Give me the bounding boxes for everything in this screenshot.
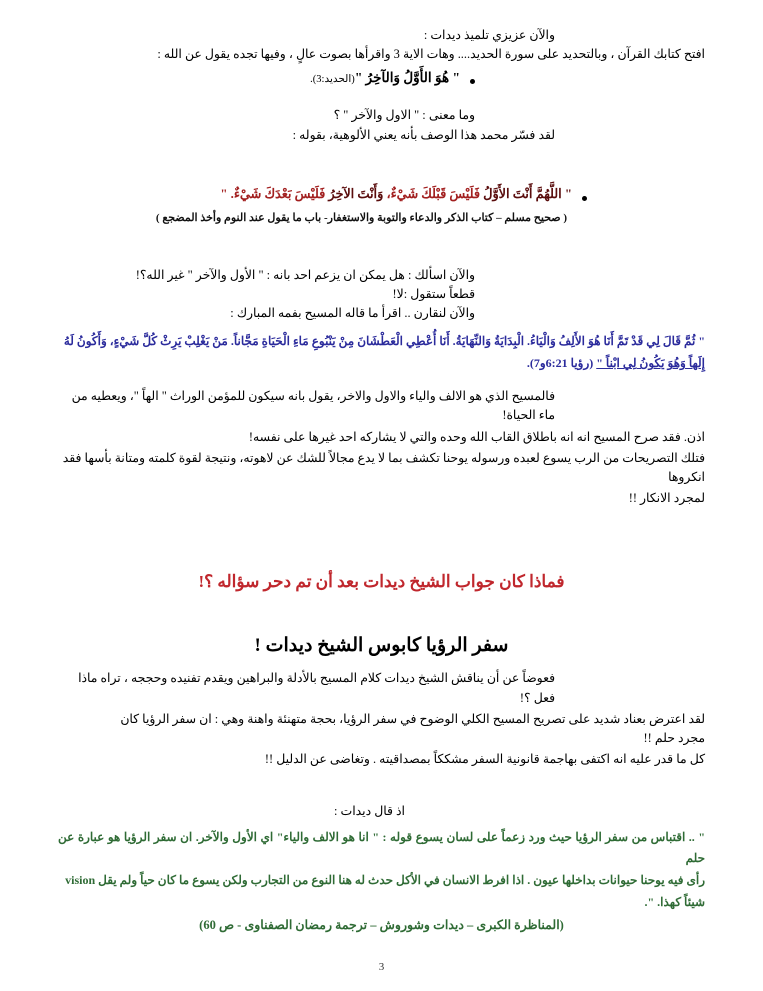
hadith-item [58, 187, 587, 202]
explanation-line-4: لمجرد الانكار !! [628, 491, 705, 506]
bullet-dot-icon [582, 196, 587, 201]
explanation-line-2: اذن. فقد صرح المسيح انه انه باطلاق القاب الله وحده والتي لا يشاركه احد غيرها على نفسه! [248, 429, 705, 444]
bullet-dot-icon [470, 79, 475, 84]
intro-instruction: افتح كتابك القرآن ، وبالتحديد على سورة الحديد.... وهات الاية 3 واقرأها بصوت عالٍ ، وفيها تجده يقول عن الله : [157, 47, 705, 62]
response-paragraph [58, 669, 705, 769]
meaning-question: وما معنى : " الاول والآخر " ؟ [333, 108, 475, 123]
deedat-quote-line-2: رأى فيه يوحنا حيوانات بداخلها عيون . اذا افرط الانسان في الأكل حدث له هنا النوع من التجارب ولكن يسوع ما كان حياً ولم يقل [98, 872, 705, 887]
response-line-1: فعوضاً عن أن يناقش الشيخ ديدات كلام المسيح بالأدلة والبراهين ويقدم تفنيده وحججه ، تراه ماذا فعل ؟! [78, 671, 555, 705]
meaning-answer: لقد فسّر محمد هذا الوصف بأنه يعني الألوهية، بقوله : [292, 127, 555, 142]
quran-quote-item [58, 70, 475, 86]
deedat-quote-latin-word: vision [65, 872, 96, 887]
revelation-quote-line-2: إِلَهاً وَهُوَ يَكُونُ لِي ابْناً " [596, 356, 705, 371]
deedat-quote-source: (المناظرة الكبرى – ديدات وشوروش – ترجمة رمضان الصفناوى - ص 60) [199, 918, 564, 933]
deedat-quote-line-1: " .. اقتباس من سفر الرؤيا حيث ورد زعماً على لسان يسوع قوله : " انا هو الالف والياء" اي الأول والآخر. ان سفر الرؤيا هو عبارة عن حلم [58, 829, 705, 866]
question-line-1: والآن اسألك : هل يمكن ان يزعم احد بانه : " الأول والآخر " غير الله؟! [135, 267, 475, 282]
hadith-part-3: وَأَنْتَ الآخِرُ [328, 186, 384, 201]
revelation-quote [58, 330, 705, 376]
section-heading: سفر الرؤيا كابوس الشيخ ديدات ! [254, 635, 509, 657]
explanation-line-3: فتلك التصريحات من الرب يسوع لعبده ورسوله يوحنا تكشف بما لا يدع مجالاً للشك عن لاهوته، ونتيجة لقوة كلمته ومتانة بأسها فقد انكروها [62, 450, 705, 484]
page-number: 3 [378, 961, 385, 973]
revelation-quote-line-2-row [58, 352, 705, 375]
deedat-quote-line-3: شيئاً كهذا. ". [644, 894, 705, 909]
hadith-part-2: فَلَيْسَ قَبْلَكَ شَيْءٌ، [386, 186, 480, 201]
hadith-part-1: " اللَّهُمَّ أَنْتَ الأَوَّلُ [483, 186, 572, 201]
revelation-quote-line-1: " ثُمَّ قَالَ لِي قَدْ تَمَّ أَنَا هُوَ الأَلِفُ وَالْيَاءُ. الْبِدَايَةُ وَالنِّهَايَةُ. أَنَا أُعْطِي الْعَطْشَانَ مِنْ يَنْبُوعِ مَاءِ الْحَيَاةِ مَجَّاناً. مَنْ يَغْلِبْ يَرِثْ كُلَّ شَيْءٍ، وَأَكُونُ لَهُ [63, 333, 705, 348]
deedat-quote [58, 827, 705, 913]
deedat-quote-line-2-row [58, 870, 705, 892]
quran-quote-text [58, 70, 460, 86]
response-line-3: كل ما قدر عليه انه اكتفى بهاجمة قانونية السفر مشككاً بمصداقيته . وتغاضى عن الدليل !! [264, 752, 705, 767]
question-line-3: والآن لنقارن .. اقرأ ما قاله المسيح بفمه المبارك : [230, 306, 475, 321]
revelation-quote-reference: (رؤيا 6:21و7). [526, 356, 594, 371]
hadith-source: ( صحيح مسلم – كتاب الذكر والدعاء والتوبة والاستغفار- باب ما يقول عند النوم وأخذ المضجع ) [155, 211, 568, 224]
intro-greeting: والآن عزيزي تلميذ ديدات : [423, 28, 555, 42]
response-line-2: لقد اعترض بعناد شديد على تصريح المسيح الكلي الوضوح في سفر الرؤيا، بحجة متهنئة واهنة وهي : ان سفر الرؤيا كان مجرد حلم !! [120, 711, 705, 746]
hadith-part-4: فَلَيْسَ بَعْدَكَ شَيْءٌ. " [220, 186, 326, 201]
document-body [58, 26, 705, 933]
explanation-line-1: فالمسيح الذي هو الالف والياء والاول والاخر، يقول بانه سيكون للمؤمن الوراث " الهاً "، ويعطيه من ماء الحياة! [71, 389, 555, 423]
explanation-paragraph [58, 387, 705, 508]
hadith-text [58, 187, 572, 202]
deedat-intro: اذ قال ديدات : [334, 803, 405, 818]
quran-quote-verse: " هُوَ الأَوَّلُ وَالآخِرُ " [354, 70, 460, 86]
question-line-2: قطعاً ستقول :لا! [392, 287, 475, 302]
quran-quote-reference: (الحديد:3). [310, 74, 355, 86]
red-heading: فماذا كان جواب الشيخ ديدات بعد أن تم دحر سؤاله ؟! [198, 572, 565, 592]
